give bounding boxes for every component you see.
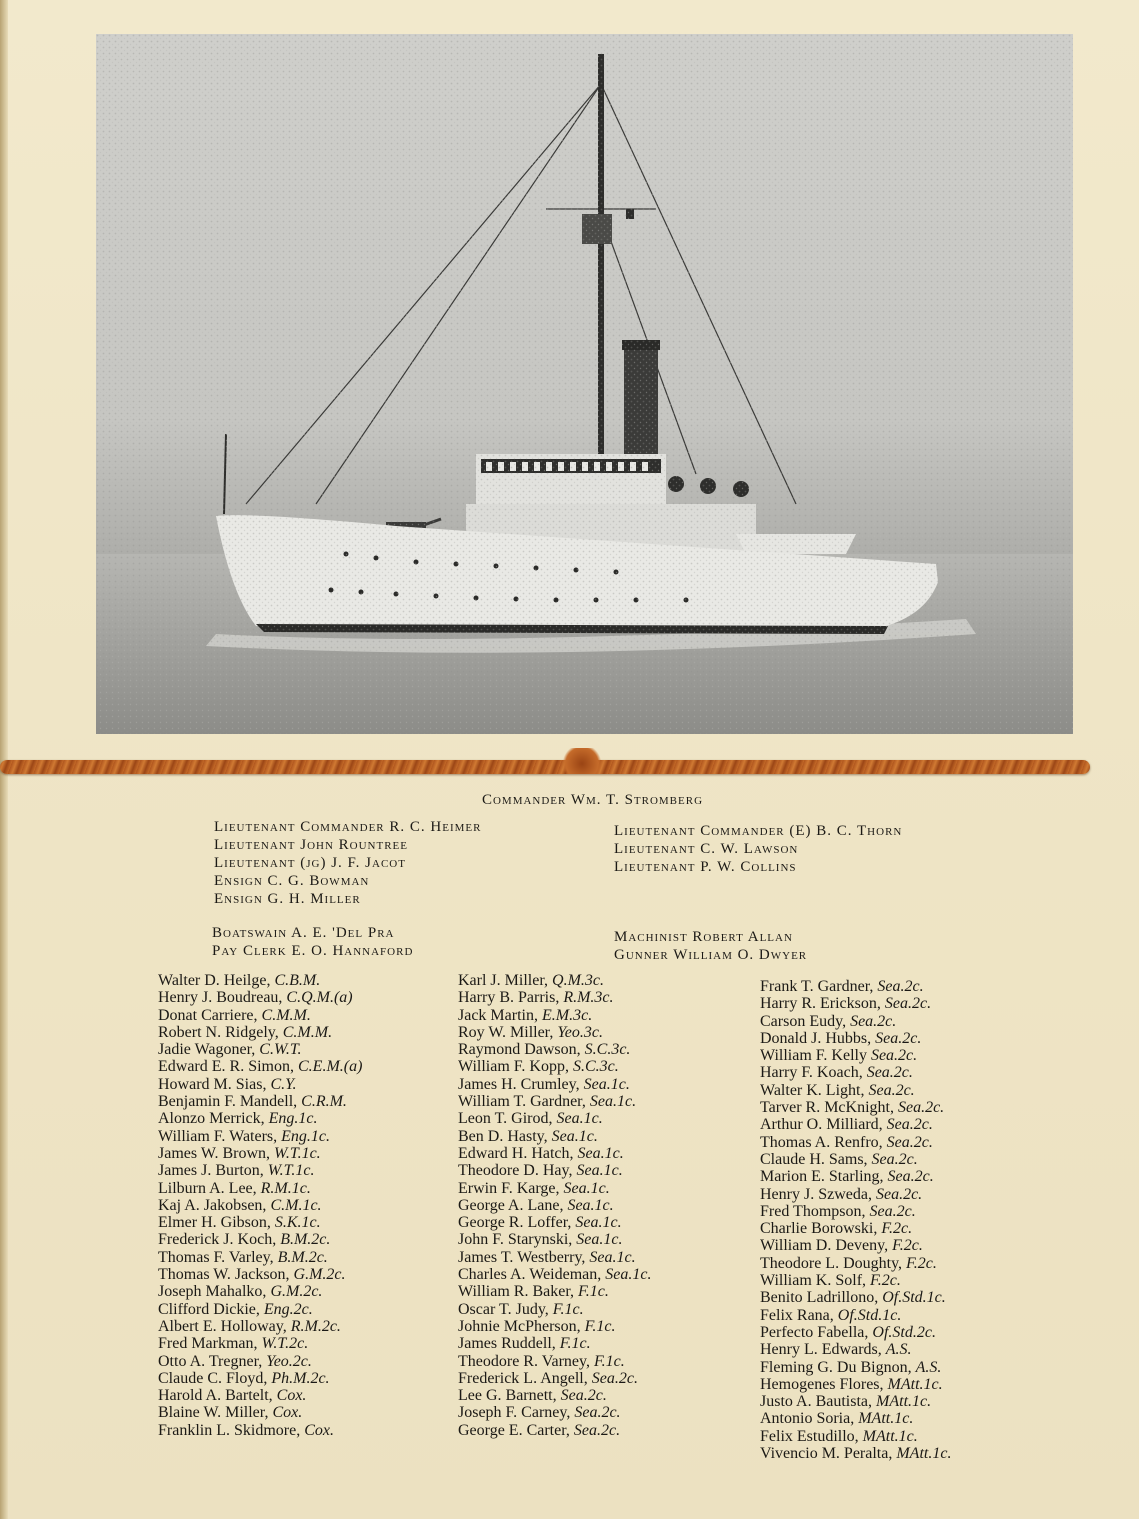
crew-member (458, 989, 651, 1006)
crew-member (458, 1007, 651, 1024)
crew-member (458, 1249, 651, 1266)
crew-rating: Eng.1c. (281, 1127, 331, 1145)
crew-member (158, 1387, 362, 1404)
crew-member (458, 1318, 651, 1335)
crew-name: Elmer H. Gibson, (158, 1214, 275, 1232)
binding-knot (560, 748, 604, 774)
warrant-officers-left (212, 924, 413, 960)
crew-member (760, 1376, 951, 1393)
crew-rating: F.1c. (559, 1335, 591, 1353)
crew-member (158, 1058, 362, 1075)
crew-member (760, 1186, 951, 1203)
crew-member (158, 1214, 362, 1231)
crew-rating: Sea.1c. (605, 1266, 652, 1284)
crew-member (458, 1422, 651, 1439)
crew-name: Harry F. Koach, (760, 1064, 867, 1082)
crew-member (458, 1301, 651, 1318)
crew-name: Edward H. Hatch, (458, 1144, 578, 1162)
crew-name: Perfecto Fabella, (760, 1323, 873, 1341)
crew-member (760, 1099, 951, 1116)
crew-member (458, 1162, 651, 1179)
crew-rating: B.M.2c. (277, 1248, 328, 1266)
crew-name: George A. Lane, (458, 1196, 568, 1214)
crew-rating: B.M.2c. (280, 1231, 331, 1249)
crew-rating: F.1c. (578, 1283, 609, 1301)
crew-column-1 (158, 972, 362, 1439)
crew-member (158, 1283, 362, 1300)
crew-member (158, 1093, 362, 1110)
crew-member (760, 1428, 951, 1445)
crew-member (158, 1422, 362, 1439)
crew-name: James W. Brown, (158, 1144, 274, 1162)
crew-name: Donat Carriere, (158, 1006, 262, 1024)
crew-rating: Ph.M.2c. (271, 1369, 330, 1387)
crew-name: William T. Gardner, (458, 1093, 590, 1111)
crew-name: Claude C. Floyd, (158, 1369, 272, 1387)
crew-member (760, 1307, 951, 1324)
officer: Ensign C. G. Bowman (214, 873, 370, 889)
crew-member (158, 1353, 362, 1370)
crew-member (458, 1370, 651, 1387)
crew-rating: Sea.1c. (551, 1127, 598, 1145)
crew-rating: C.M.1c. (270, 1196, 322, 1214)
crew-rating: Cox. (304, 1421, 334, 1439)
crew-rating: Sea.2c. (886, 1116, 933, 1134)
crew-rating: Sea.2c. (884, 995, 932, 1013)
crew-member (158, 1128, 362, 1145)
crew-rating: Sea.2c. (875, 1029, 922, 1047)
crew-member (458, 1180, 651, 1197)
crew-name: Harry B. Parris, (458, 989, 564, 1007)
crew-name: Frederick L. Angell, (458, 1369, 592, 1387)
crew-name: Fleming G. Du Bignon, (760, 1358, 916, 1376)
crew-member (158, 1041, 362, 1058)
crew-name: Leon T. Girod, (458, 1110, 557, 1128)
crew-member (760, 1082, 951, 1099)
crew-name: Henry J. Boudreau, (158, 989, 287, 1007)
crew-name: Antonio Soria, (760, 1410, 859, 1428)
crew-name: Justo A. Bautista, (760, 1393, 877, 1411)
crew-member (458, 1214, 651, 1231)
crew-name: Edward E. R. Simon, (158, 1058, 298, 1076)
crew-rating: Sea.2c. (887, 1168, 934, 1186)
crew-rating: Sea.1c. (556, 1110, 603, 1128)
crew-name: Tarver R. McKnight, (760, 1099, 898, 1117)
crew-rating: A.S. (885, 1341, 912, 1359)
crew-rating: R.M.2c. (290, 1317, 341, 1335)
crew-rating: Sea.2c. (869, 1202, 916, 1220)
crew-member (158, 1007, 362, 1024)
crew-member (760, 1393, 951, 1410)
crew-rating: MAtt.1c. (887, 1375, 943, 1393)
crew-rating: W.T.1c. (267, 1162, 315, 1180)
crew-rating: Sea.2c. (560, 1387, 607, 1405)
crew-name: Claude H. Sams, (760, 1150, 872, 1168)
ship-photograph (96, 34, 1073, 734)
crew-member (760, 1220, 951, 1237)
crew-name: James T. Westberry, (458, 1248, 590, 1266)
crew-name: Raymond Dawson, (458, 1041, 585, 1059)
crew-member (760, 995, 951, 1012)
crew-name: William K. Solf, (760, 1272, 871, 1290)
crew-name: Blaine W. Miller, (158, 1404, 273, 1422)
crew-name: George R. Loffer, (458, 1214, 576, 1232)
crew-name: Howard M. Sias, (158, 1075, 271, 1093)
crew-name: Felix Estudillo, (760, 1427, 863, 1445)
crew-rating: Cox. (272, 1404, 303, 1422)
crew-member (458, 1110, 651, 1127)
crew-member (760, 1255, 951, 1272)
crew-column-2 (458, 972, 651, 1439)
crew-name: Benjamin F. Mandell, (158, 1093, 302, 1111)
crew-rating: E.M.3c. (541, 1006, 593, 1024)
crew-rating: Sea.2c. (870, 1047, 918, 1065)
crew-name: Albert E. Holloway, (158, 1317, 291, 1335)
crew-name: Ben D. Hasty, (458, 1127, 552, 1145)
crew-rating: C.Q.M.(a) (286, 989, 353, 1007)
crew-name: William F. Waters, (158, 1127, 282, 1145)
crew-name: Lee G. Barnett, (458, 1387, 561, 1405)
crew-rating: Sea.2c. (866, 1064, 913, 1082)
crew-rating: G.M.2c. (270, 1283, 323, 1301)
crew-name: Roy W. Miller, (458, 1023, 558, 1041)
crew-member (158, 989, 362, 1006)
crew-rating: MAtt.1c. (896, 1445, 952, 1463)
crew-name: Otto A. Tregner, (158, 1352, 267, 1370)
crew-member (158, 1370, 362, 1387)
crew-name: John F. Starynski, (458, 1231, 577, 1249)
crew-member (458, 1335, 651, 1352)
ship-illustration (96, 34, 1073, 734)
crew-rating: C.W.T. (259, 1041, 302, 1059)
crew-rating: F.1c. (593, 1352, 625, 1370)
warrant-officer: Machinist Robert Allan (614, 929, 793, 945)
crew-member (760, 1013, 951, 1030)
officer: Lieutenant John Rountree (214, 837, 408, 853)
crew-member (760, 1168, 951, 1185)
crew-member (760, 1445, 951, 1462)
crew-name: Karl J. Miller, (458, 972, 553, 989)
commander-name: Commander Wm. T. Stromberg (481, 792, 704, 808)
crew-name: Vivencio M. Peralta, (760, 1445, 897, 1463)
crew-name: Henry J. Szweda, (760, 1185, 876, 1203)
crew-member (158, 1180, 362, 1197)
crew-member (158, 1076, 362, 1093)
crew-member (158, 1110, 362, 1127)
crew-name: Walter K. Light, (760, 1081, 869, 1099)
warrant-officer: Pay Clerk E. O. Hannaford (212, 943, 414, 959)
crew-rating: Sea.2c. (850, 1012, 897, 1030)
crew-name: Felix Rana, (760, 1306, 838, 1324)
crew-member (158, 1266, 362, 1283)
crew-member (458, 1353, 651, 1370)
crew-rating: Sea.2c. (897, 1099, 945, 1117)
crew-member (158, 1249, 362, 1266)
officer: Ensign G. H. Miller (214, 891, 361, 907)
crew-name: James J. Burton, (158, 1162, 268, 1180)
crew-member (458, 1093, 651, 1110)
crew-rating: F.2c. (870, 1272, 901, 1290)
crew-member (158, 1404, 362, 1421)
crew-member (760, 1324, 951, 1341)
officer: Lieutenant Commander R. C. Heimer (214, 819, 482, 835)
crew-member (458, 1128, 651, 1145)
crew-member (760, 1151, 951, 1168)
crew-name: Alonzo Merrick, (158, 1110, 269, 1128)
crew-member (760, 1237, 951, 1254)
crew-member (158, 1162, 362, 1179)
crew-rating: C.R.M. (301, 1093, 347, 1111)
crew-member (458, 1266, 651, 1283)
crew-member (458, 1231, 651, 1248)
crew-member (458, 1145, 651, 1162)
crew-member (760, 1341, 951, 1358)
crew-rating: Yeo.3c. (557, 1023, 604, 1041)
crew-name: Oscar T. Judy, (458, 1300, 553, 1318)
crew-rating: C.B.M. (274, 972, 321, 989)
crew-column-3 (760, 978, 951, 1462)
crew-member (760, 978, 951, 995)
crew-name: Frederick J. Koch, (158, 1231, 281, 1249)
crew-name: William F. Kopp, (458, 1058, 573, 1076)
crew-rating: Eng.2c. (263, 1300, 313, 1318)
crew-name: Donald J. Hubbs, (760, 1029, 876, 1047)
crew-member (760, 1272, 951, 1289)
crew-member (458, 1387, 651, 1404)
crew-name: Harry R. Erickson, (760, 995, 885, 1013)
crew-member (458, 1283, 651, 1300)
crew-name: Clifford Dickie, (158, 1300, 264, 1318)
crew-name: Arthur O. Milliard, (760, 1116, 887, 1134)
crew-rating: C.E.M.(a) (298, 1058, 363, 1076)
crew-name: Erwin F. Karge, (458, 1179, 564, 1197)
crew-member (760, 1134, 951, 1151)
crew-rating: C.Y. (270, 1075, 297, 1093)
crew-rating: MAtt.1c. (876, 1393, 932, 1411)
crew-rating: Of.Std.1c. (882, 1289, 946, 1307)
crew-name: Theodore L. Doughty, (760, 1254, 907, 1272)
crew-name: Theodore D. Hay, (458, 1162, 577, 1180)
crew-name: James H. Crumley, (458, 1075, 584, 1093)
crew-rating: F.1c. (552, 1300, 584, 1318)
crew-member (760, 1289, 951, 1306)
crew-rating: Sea.2c. (875, 1185, 923, 1203)
crew-rating: MAtt.1c. (858, 1410, 914, 1428)
crew-member (760, 1410, 951, 1427)
crew-member (458, 1041, 651, 1058)
crew-rating: Eng.1c. (268, 1110, 318, 1128)
crew-rating: G.M.2c. (293, 1266, 346, 1284)
crew-member (158, 1145, 362, 1162)
crew-rating: Of.Std.2c. (872, 1323, 936, 1341)
crew-name: Robert N. Ridgely, (158, 1023, 283, 1041)
officers-right (614, 822, 902, 876)
crew-member (458, 1058, 651, 1075)
crew-rating: S.C.3c. (572, 1058, 619, 1076)
crew-rating: W.T.2c. (261, 1335, 309, 1353)
crew-member (158, 1301, 362, 1318)
crew-rating: Sea.1c. (576, 1231, 623, 1249)
crew-rating: F.2c. (892, 1237, 923, 1255)
crew-member (158, 1197, 362, 1214)
crew-member (158, 1231, 362, 1248)
crew-rating: W.T.1c. (274, 1144, 321, 1162)
crew-member (158, 1335, 362, 1352)
crew-name: Jack Martin, (458, 1006, 542, 1024)
crew-rating: Sea.2c. (573, 1421, 621, 1439)
crew-name: Marion E. Starling, (760, 1168, 888, 1186)
crew-rating: R.M.1c. (260, 1179, 311, 1197)
crew-name: Jadie Wagoner, (158, 1041, 260, 1059)
crew-member (458, 972, 651, 989)
crew-rating: Of.Std.1c. (837, 1306, 902, 1324)
crew-name: Theodore R. Varney, (458, 1352, 594, 1370)
crew-name: Joseph Mahalko, (158, 1283, 271, 1301)
crew-name: Thomas F. Varley, (158, 1248, 278, 1266)
crew-name: Henry L. Edwards, (760, 1341, 886, 1359)
officer: Lieutenant P. W. Collins (614, 859, 797, 875)
crew-rating: C.M.M. (261, 1006, 311, 1024)
crew-name: Joseph F. Carney, (458, 1404, 575, 1422)
crew-rating: Sea.1c. (583, 1075, 630, 1093)
crew-rating: S.K.1c. (274, 1214, 321, 1232)
crew-rating: Sea.1c. (589, 1248, 636, 1266)
crew-member (760, 1359, 951, 1376)
crew-name: Franklin L. Skidmore, (158, 1421, 305, 1439)
crew-member (458, 1197, 651, 1214)
crew-member (760, 1116, 951, 1133)
crew-name: Carson Eudy, (760, 1012, 851, 1030)
officers-left (214, 818, 481, 908)
officer: Lieutenant (jg) J. F. Jacot (214, 855, 406, 871)
crew-rating: Q.M.3c. (552, 972, 604, 989)
crew-member (158, 1024, 362, 1041)
crew-rating: Sea.1c. (576, 1162, 623, 1180)
officer: Lieutenant C. W. Lawson (614, 841, 799, 857)
crew-rating: C.M.M. (282, 1023, 333, 1041)
crew-rating: F.1c. (584, 1317, 616, 1335)
crew-rating: Yeo.2c. (266, 1352, 312, 1370)
crew-name: Fred Markman, (158, 1335, 262, 1353)
crew-member (760, 1203, 951, 1220)
crew-rating: F.2c. (881, 1220, 913, 1238)
crew-name: Thomas A. Renfro, (760, 1133, 887, 1151)
crew-name: Lilburn A. Lee, (158, 1179, 261, 1197)
crew-rating: A.S. (915, 1358, 942, 1376)
crew-rating: Sea.1c. (567, 1196, 614, 1214)
crew-name: Fred Thompson, (760, 1202, 870, 1220)
warrant-officer: Gunner William O. Dwyer (614, 947, 808, 963)
crew-rating: Sea.2c. (877, 978, 924, 995)
crew-name: William D. Deveny, (760, 1237, 893, 1255)
crew-rating: Sea.2c. (886, 1133, 933, 1151)
crew-member (760, 1064, 951, 1081)
warrant-officers-right (614, 928, 807, 964)
crew-rating: Sea.1c. (563, 1179, 610, 1197)
crew-rating: MAtt.1c. (862, 1427, 918, 1445)
binding-cord (0, 760, 1090, 774)
crew-member (760, 1030, 951, 1047)
crew-member (458, 1404, 651, 1421)
crew-rating: Sea.2c. (868, 1081, 915, 1099)
crew-name: George E. Carter, (458, 1421, 574, 1439)
officer: Lieutenant Commander (E) B. C. Thorn (614, 823, 903, 839)
crew-rating: S.C.3c. (584, 1041, 631, 1059)
crew-name: Kaj A. Jakobsen, (158, 1196, 271, 1214)
crew-member (158, 972, 362, 989)
crew-name: Benito Ladrillono, (760, 1289, 883, 1307)
crew-rating: R.M.3c. (563, 989, 614, 1007)
crew-name: Frank T. Gardner, (760, 978, 878, 995)
crew-member (760, 1047, 951, 1064)
crew-rating: Cox. (276, 1387, 307, 1405)
crew-name: Charlie Borowski, (760, 1220, 882, 1238)
crew-name: Walter D. Heilge, (158, 972, 275, 989)
crew-name: Charles A. Weideman, (458, 1266, 606, 1284)
crew-rating: Sea.2c. (871, 1150, 918, 1168)
crew-member (458, 1076, 651, 1093)
crew-name: Hemogenes Flores, (760, 1375, 888, 1393)
crew-name: Harold A. Bartelt, (158, 1387, 277, 1405)
crew-rating: Sea.1c. (575, 1214, 622, 1232)
crew-name: William F. Kelly (760, 1047, 871, 1065)
crew-name: William R. Baker, (458, 1283, 579, 1301)
crew-member (158, 1318, 362, 1335)
crew-name: Thomas W. Jackson, (158, 1266, 294, 1284)
crew-name: Johnie McPherson, (458, 1317, 585, 1335)
crew-name: James Ruddell, (458, 1335, 560, 1353)
crew-rating: Sea.2c. (574, 1404, 621, 1422)
warrant-officer: Boatswain A. E. 'Del Pra (212, 925, 395, 941)
crew-member (458, 1024, 651, 1041)
crew-rating: Sea.1c. (577, 1144, 624, 1162)
crew-rating: F.2c. (906, 1254, 937, 1272)
crew-rating: Sea.1c. (589, 1093, 637, 1111)
crew-rating: Sea.2c. (591, 1369, 638, 1387)
